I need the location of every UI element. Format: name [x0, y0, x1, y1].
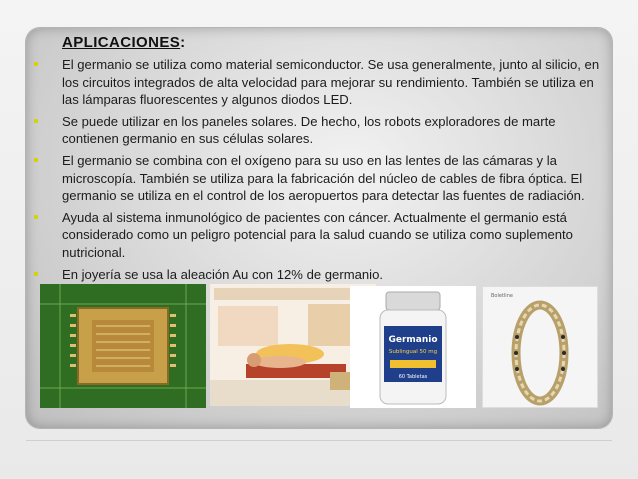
bullet-marker-icon: [34, 119, 38, 123]
bottle-subtitle: Sublingual 50 mg: [388, 349, 438, 355]
bullet-text: Ayuda al sistema inmunológico de pacientes con cáncer. Actualmente el germanio está considerado como un peligro potencial para la salud cuando se utiliza como suplemento nutricional.: [62, 209, 573, 260]
bottle-icon: [350, 286, 476, 408]
bullet-text: El germanio se utiliza como material semiconductor. Se usa generalmente, junto al silicio, en los circuitos integrados de alta velocidad para mejorar su rendimiento. También se utiliza en las lámparas fluorescentes y algunos diodos LED.: [62, 57, 600, 108]
bullet-item: [34, 209, 606, 262]
title-text: APLICACIONES: [62, 34, 181, 51]
bracelet-icon: [483, 287, 597, 407]
photo-strip: [40, 280, 600, 410]
circuit-chip-icon: [40, 284, 206, 408]
bullet-item: [34, 152, 606, 205]
bottle-count: 60 Tabletas: [398, 374, 428, 380]
title-colon: :: [180, 34, 186, 51]
bullet-marker-icon: [34, 215, 38, 219]
bullet-list: [34, 56, 606, 287]
bullet-text: En joyería se usa la aleación Au con 12% de germanio.: [62, 266, 384, 282]
bullet-text: Se puede utilizar en los paneles solares. De hecho, los robots exploradores de marte contienen germanio en sus células solares.: [62, 113, 556, 147]
bottle-brand: Germanio: [388, 335, 438, 345]
bullet-item: [34, 113, 606, 148]
bullet-marker-icon: [34, 272, 38, 276]
supplement-bottle-photo: [350, 286, 476, 408]
bullet-marker-icon: [34, 62, 38, 66]
bracelet-caption: Boletline: [491, 293, 513, 299]
slide-title: [62, 34, 186, 51]
chip-photo: [40, 284, 206, 408]
bullet-text: El germanio se combina con el oxígeno para su uso en las lentes de las cámaras y la microscopía. También se utiliza para la fabricación del núcleo de cables de fibra óptica. El germanio se utiliza en el control de los aeropuertos para detectar las fuentes de radiación.: [62, 152, 585, 204]
footer-divider: [26, 440, 612, 441]
bracelet-photo: [482, 286, 598, 408]
bullet-item: [34, 56, 606, 109]
bullet-marker-icon: [34, 158, 38, 162]
